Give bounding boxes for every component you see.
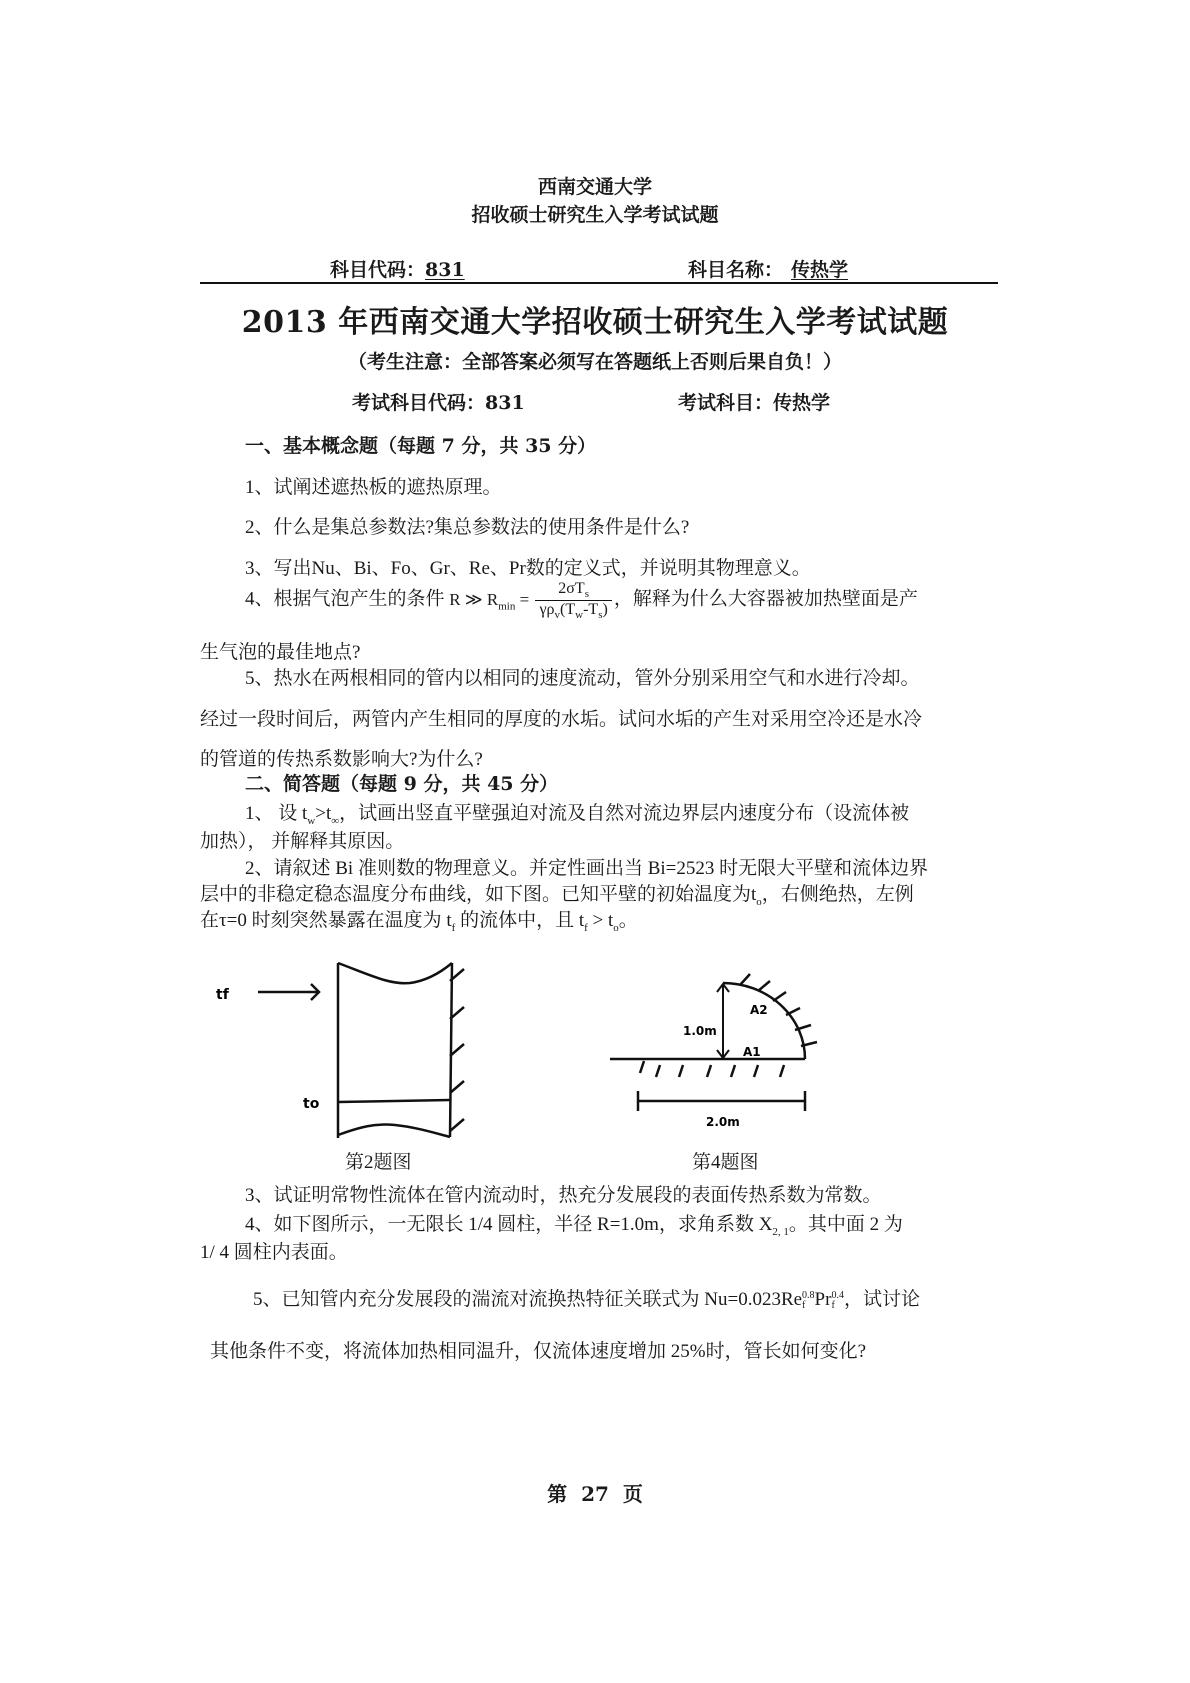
q1-sub-inf: ∞: [331, 814, 340, 827]
q1-prefix: 1、 设 t: [245, 803, 308, 824]
subject-code-field: [330, 255, 465, 282]
den-text: γρ: [539, 601, 555, 619]
s2-question-2-line1: 2、请叙述 Bi 准则数的物理意义。并定性画出当 Bi=2523 时无限大平壁和流体边界: [245, 858, 929, 879]
q1-sub-w: w: [307, 814, 316, 827]
pr-sup: 0.4: [831, 1289, 844, 1301]
exam-notice: （考生注意：全部答案必须写在答题纸上否则后果自负！）: [347, 351, 842, 373]
figure-4-diagram: [600, 960, 830, 1130]
formula-denominator: [535, 601, 611, 621]
den-sub-w: w: [575, 609, 584, 622]
formula-lhs: R ≫ R: [449, 589, 499, 609]
s1-question-5-line1: 5、热水在两根相同的管内以相同的速度流动，管外分别采用空气和水进行冷却。: [245, 668, 920, 689]
page-title: 2013 年西南交通大学招收硕士研究生入学考试试题: [241, 305, 949, 340]
width-dimension: [638, 1091, 805, 1111]
q1-rest: ，试画出竖直平壁强迫对流及自然对流边界层内速度分布（设流体被: [339, 803, 910, 824]
height-dimension-arrow: [717, 984, 729, 1058]
section2-heading: 二、简答题（每题 9 分，共 45 分）: [245, 773, 559, 795]
university-name: 西南交通大学: [537, 176, 652, 198]
header-divider: [200, 282, 998, 284]
formula-lhs-sub: min: [498, 599, 516, 612]
line-to: [338, 1100, 450, 1102]
subject-code-value: 831: [425, 259, 465, 281]
den-paren: (T: [560, 601, 576, 619]
pr-text: Pr: [814, 1289, 832, 1310]
subject-name-label: 科目名称：: [688, 259, 784, 281]
label-a1: A1: [743, 1045, 761, 1059]
s2-question-1-cont: 加热）， 并解释其原因。: [200, 831, 405, 852]
s2-question-5-line2: 其他条件不变，将流体加热相同温升，仅流体速度增加 25%时，管长如何变化?: [210, 1341, 867, 1362]
s1-question-1: 1、试阐述遮热板的遮热原理。: [245, 477, 502, 498]
s1-question-4: [245, 580, 918, 621]
re-sup: 0.8: [802, 1289, 815, 1301]
label-a2: A2: [750, 1003, 768, 1017]
q2-l3-sub-f: f: [451, 921, 456, 934]
q1-gt: >t: [315, 803, 332, 824]
s2-question-5-line1: [253, 1284, 920, 1311]
q4-l1-b: 。其中面 2 为: [788, 1214, 903, 1235]
s2-question-4-line2: 1/ 4 圆柱内表面。: [200, 1242, 348, 1263]
flow-arrow: [258, 984, 319, 1000]
subject-name-field: [688, 255, 860, 282]
quarter-cylinder-arc: [723, 983, 805, 1059]
label-to: to: [303, 1096, 320, 1112]
q4-l1-sub: 2, 1: [772, 1225, 789, 1238]
subject-code-label: 科目代码：: [330, 259, 426, 281]
label-height: 1.0m: [683, 1024, 717, 1038]
s1-question-3: 3、写出Nu、Bi、Fo、Gr、Re、Pr数的定义式，并说明其物理意义。: [245, 558, 811, 579]
exam-code: 考试科目代码：831: [352, 392, 525, 414]
q2-l3-b: 的流体中，且 t: [455, 910, 585, 931]
den-sub-v: v: [554, 609, 561, 622]
q2-l3-sub-o: o: [613, 921, 619, 934]
q2-l3-d: 。: [618, 910, 638, 931]
section1-heading: 一、基本概念题（每题 7 分，共 35 分）: [245, 435, 597, 457]
q4-prefix: 4、根据气泡产生的条件: [245, 588, 445, 610]
s1-question-4-cont: 生气泡的最佳地点?: [200, 642, 361, 663]
s2-question-4-line1: [245, 1209, 903, 1238]
re-exponent: [802, 1291, 815, 1311]
formula-numerator: [535, 580, 611, 601]
q5-l1-a: 5、已知管内充分发展段的湍流对流换热特征关联式为 Nu=0.023Re: [253, 1289, 803, 1310]
re-sub: f: [802, 1299, 806, 1311]
s2-question-1: [245, 798, 909, 827]
q5-l1-b: ，试讨论: [843, 1289, 920, 1310]
bubble-formula: R ≫ $R_{min}$ = $\frac{2\sigma T_s}{\gamma\rho_v(T_w-T_s)}$: [449, 590, 614, 609]
q4-l1-a: 4、如下图所示，一无限长 1/4 圆柱，半径 R=1.0m，求角系数 X: [245, 1214, 773, 1235]
exam-name: 招收硕士研究生入学考试试题: [471, 204, 719, 226]
figure-2-caption: 第2题图: [345, 1152, 412, 1173]
q2-line2-rest: ，右侧绝热，左例: [761, 884, 914, 905]
q2-l3-c: > t: [587, 910, 614, 931]
label-tf: tf: [216, 987, 229, 1003]
q2-l3-a: 在τ=0 时刻突然暴露在温度为 t: [200, 910, 452, 931]
den-mid: -T: [583, 601, 599, 619]
s2-question-2-line2: [200, 879, 914, 908]
figure-2-diagram: [200, 945, 500, 1145]
s2-question-3: 3、试证明常物性流体在管内流动时，热充分发展段的表面传热系数为常数。: [245, 1185, 882, 1206]
label-width: 2.0m: [706, 1115, 740, 1129]
s1-question-5-line2: 经过一段时间后，两管内产生相同的厚度的水垢。试问水垢的产生对采用空冷还是水冷: [200, 709, 923, 730]
exam-subject: 考试科目：传热学: [678, 392, 831, 414]
numerator-text: 2σT: [558, 580, 585, 597]
figure-4-caption: 第4题图: [692, 1152, 759, 1173]
s2-question-2-line3: [200, 905, 638, 934]
den-close: ): [602, 601, 608, 619]
q2-line2-text: 层中的非稳定稳态温度分布曲线，如下图。已知平壁的初始温度为t: [200, 884, 757, 905]
ground-hatch: [640, 1061, 784, 1077]
numerator-sub: s: [584, 588, 589, 601]
pr-exponent: [831, 1291, 844, 1311]
q2-line2-sub: o: [756, 895, 762, 908]
q2-l3-sub-f2: f: [584, 921, 588, 934]
q4-suffix: ，解释为什么大容器被加热壁面是产: [613, 588, 918, 610]
s1-question-5-line3: 的管道的传热系数影响大?为什么?: [200, 749, 483, 770]
subject-name-value: 传热学: [791, 259, 849, 281]
den-sub-s: s: [598, 609, 603, 622]
formula-fraction: [535, 580, 611, 621]
page-number: 第 27 页: [547, 1482, 643, 1506]
wall-outline: [338, 963, 452, 1138]
pr-sub: f: [831, 1299, 835, 1311]
s1-question-2: 2、什么是集总参数法?集总参数法的使用条件是什么?: [245, 517, 690, 538]
